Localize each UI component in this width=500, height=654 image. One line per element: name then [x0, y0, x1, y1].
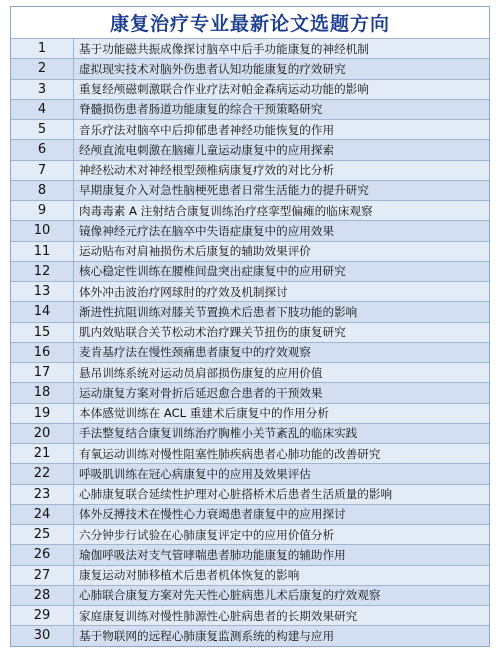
row-topic: 核心稳定性训练在腰椎间盘突出症康复中的应用研究: [79, 264, 346, 279]
topic-table: [10, 38, 490, 647]
row-number: 27: [11, 566, 74, 585]
row-topic: 六分钟步行试验在心肺康复评定中的应用价值分析: [79, 527, 335, 542]
row-number: 17: [11, 363, 74, 382]
row-topic: 镜像神经元疗法在脑卒中失语症康复中的应用效果: [79, 223, 335, 238]
table-row: [11, 322, 489, 342]
table-row: [11, 160, 489, 180]
row-topic: 虚拟现实技术对脑外伤患者认知功能康复的疗效研究: [79, 61, 346, 76]
row-number: 19: [11, 404, 74, 423]
table-row: [11, 38, 489, 58]
table-row: [11, 241, 489, 261]
table-row: [11, 382, 489, 402]
table-row: [11, 261, 489, 281]
page-title: 康复治疗专业最新论文选题方向: [109, 13, 390, 35]
row-topic: 呼吸肌训练在冠心病康复中的应用及效果评估: [79, 466, 311, 481]
row-number: 18: [11, 383, 74, 402]
row-topic: 有氧运动训练对慢性阻塞性肺疾病患者心肺功能的改善研究: [79, 446, 381, 461]
table-row: [11, 463, 489, 483]
table-row: [11, 139, 489, 159]
row-topic: 早期康复介入对急性脑梗死患者日常生活能力的提升研究: [79, 183, 369, 198]
row-number: 10: [11, 221, 74, 240]
row-topic: 体外反搏技术在慢性心力衰竭患者康复中的应用探讨: [79, 507, 346, 522]
row-number: 6: [11, 140, 74, 159]
row-topic: 心肺康复联合延续性护理对心脏搭桥术后患者生活质量的影响: [79, 487, 393, 502]
table-row: [11, 119, 489, 139]
row-topic: 运动康复方案对骨折后延迟愈合患者的干预效果: [79, 385, 323, 400]
row-number: 28: [11, 586, 74, 605]
table-row: [11, 200, 489, 220]
row-number: 21: [11, 444, 74, 463]
table-row: [11, 281, 489, 301]
row-topic: 麦肯基疗法在慢性颈痛患者康复中的疗效观察: [79, 345, 311, 360]
row-number: 23: [11, 485, 74, 504]
row-number: 8: [11, 181, 74, 200]
table-row: [11, 544, 489, 564]
row-number: 2: [11, 59, 74, 78]
row-number: 3: [11, 80, 74, 99]
table-row: [11, 79, 489, 99]
row-number: 12: [11, 262, 74, 281]
row-topic: 渐进性抗阻训练对膝关节置换术后患者下肢功能的影响: [79, 304, 358, 319]
row-number: 1: [11, 39, 74, 58]
table-row: [11, 585, 489, 605]
table-row: [11, 342, 489, 362]
row-number: 14: [11, 302, 74, 321]
table-row: [11, 443, 489, 463]
row-number: 15: [11, 323, 74, 342]
row-topic: 神经松动术对神经根型颈椎病康复疗效的对比分析: [79, 163, 335, 178]
row-number: 25: [11, 525, 74, 544]
table-row: [11, 524, 489, 544]
table-row: [11, 99, 489, 119]
row-topic: 运动贴布对肩袖损伤术后康复的辅助效果评价: [79, 244, 311, 259]
row-number: 30: [11, 626, 74, 645]
row-number: 29: [11, 606, 74, 625]
row-topic: 肉毒毒素 A 注射结合康复训练治疗痉挛型偏瘫的临床观察: [79, 203, 373, 218]
row-number: 24: [11, 505, 74, 524]
row-number: 16: [11, 343, 74, 362]
row-topic: 康复运动对肺移植术后患者机体恢复的影响: [79, 568, 300, 583]
row-topic: 体外冲击波治疗网球肘的疗效及机制探讨: [79, 284, 288, 299]
row-topic: 悬吊训练系统对运动员肩部损伤康复的应用价值: [79, 365, 323, 380]
table-row: [11, 605, 489, 625]
table-row: [11, 625, 489, 645]
row-topic: 基于功能磁共振成像探讨脑卒中后手功能康复的神经机制: [79, 41, 369, 56]
row-topic: 肌内效贴联合关节松动术治疗踝关节扭伤的康复研究: [79, 325, 346, 340]
row-number: 7: [11, 161, 74, 180]
table-row: [11, 362, 489, 382]
table-row: [11, 565, 489, 585]
row-number: 4: [11, 100, 74, 119]
table-row: [11, 301, 489, 321]
row-number: 5: [11, 120, 74, 139]
row-number: 11: [11, 242, 74, 261]
row-topic: 手法整复结合康复训练治疗胸椎小关节紊乱的临床实践: [79, 426, 358, 441]
row-topic: 家庭康复训练对慢性肺源性心脏病患者的长期效果研究: [79, 608, 358, 623]
row-number: 9: [11, 201, 74, 220]
table-row: [11, 220, 489, 240]
row-number: 26: [11, 545, 74, 564]
row-number: 20: [11, 424, 74, 443]
row-number: 22: [11, 464, 74, 483]
table-header: [10, 6, 490, 38]
table-row: [11, 180, 489, 200]
table-row: [11, 423, 489, 443]
row-topic: 重复经颅磁刺激联合作业疗法对帕金森病运动功能的影响: [79, 82, 369, 97]
table-row: [11, 403, 489, 423]
row-topic: 经颅直流电刺激在脑瘫儿童运动康复中的应用探索: [79, 142, 335, 157]
table-row: [11, 504, 489, 524]
row-topic: 音乐疗法对脑卒中后抑郁患者神经功能恢复的作用: [79, 122, 335, 137]
row-topic: 本体感觉训练在 ACL 重建术后康复中的作用分析: [79, 406, 329, 421]
row-topic: 脊髓损伤患者肠道功能康复的综合干预策略研究: [79, 102, 323, 117]
row-topic: 瑜伽呼吸法对支气管哮喘患者肺功能康复的辅助作用: [79, 547, 346, 562]
row-topic: 心肺联合康复方案对先天性心脏病患儿术后康复的疗效观察: [79, 588, 381, 603]
table-row: [11, 484, 489, 504]
row-number: 13: [11, 282, 74, 301]
table-row: [11, 58, 489, 78]
row-topic: 基于物联网的远程心肺康复监测系统的构建与应用: [79, 628, 335, 643]
